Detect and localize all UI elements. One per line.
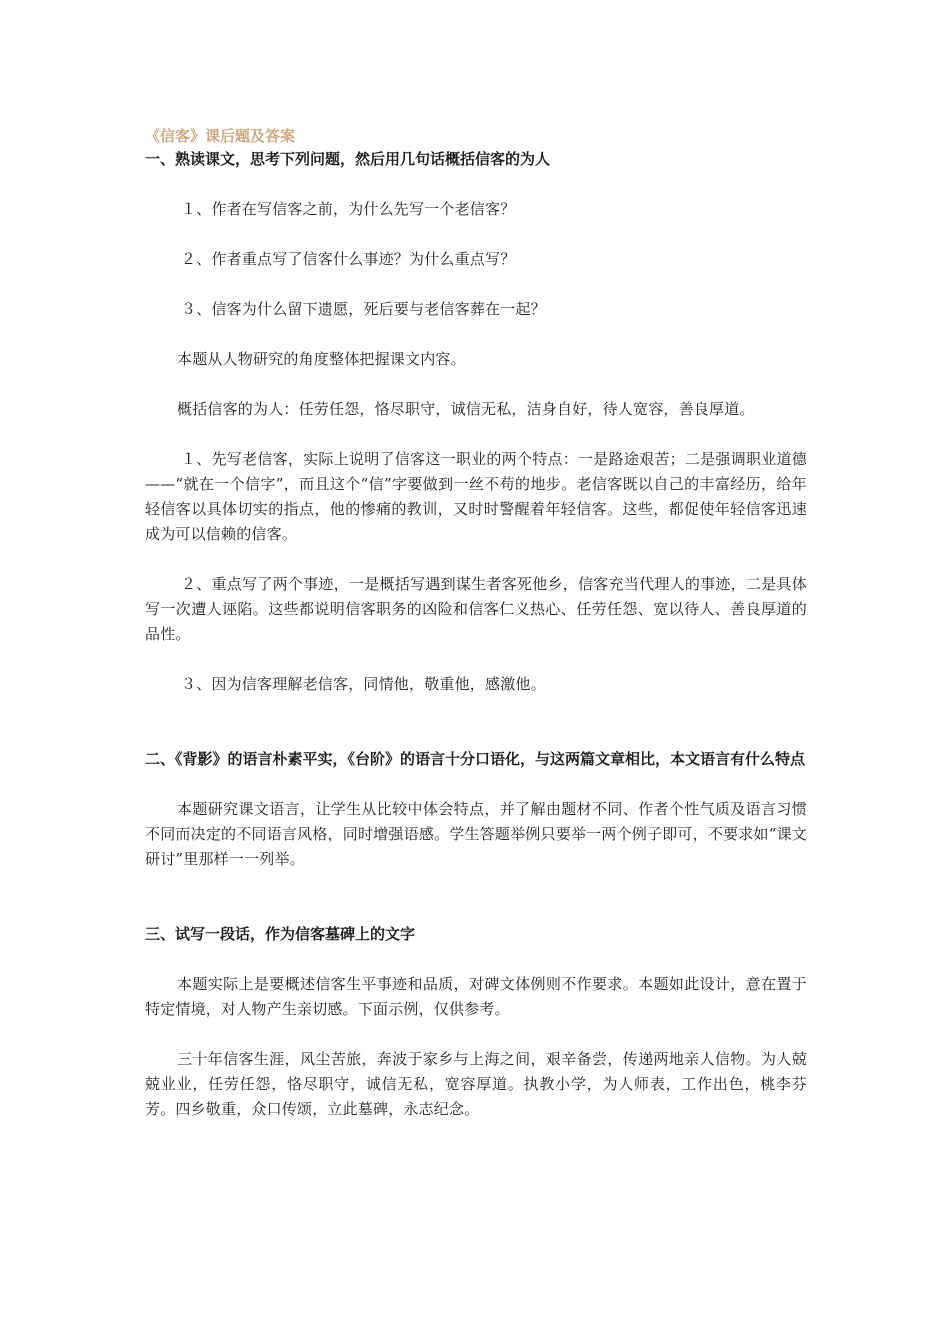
section-3-heading: 三、试写一段话，作为信客墓碑上的文字 — [145, 925, 416, 943]
question-1: １、作者在写信客之前，为什么先写一个老信客？ — [181, 200, 516, 218]
question-3: ３、信客为什么留下遗愿，死后要与老信客葬在一起？ — [181, 300, 546, 318]
document-page — [145, 126, 807, 1122]
answer-2: ２、重点写了两个事迹，一是概括写遇到谋生者客死他乡，信客充当代理人的事迹，二是具体写一次遭人诬陷。这些都说明信客职务的凶险和信客仁义热心、任劳任怨、宽以待人、善良厚道的品性。 — [145, 575, 807, 643]
epitaph-example: 三十年信客生涯，风尘苦旅，奔波于家乡与上海之间，艰辛备尝，传递两地亲人信物。为人兢兢业业，任劳任怨，恪尽职守，诚信无私，宽容厚道。执教小学，为人师表，工作出色，桃李芬芳。四乡敬重，众口传颂，立此墓碑，永志纪念。 — [145, 1050, 807, 1118]
section-1-summary: 概括信客的为人：任劳任怨，恪尽职守，诚信无私，洁身自好，待人宽容，善良厚道。 — [177, 400, 755, 418]
section-1-intro: 本题从人物研究的角度整体把握课文内容。 — [177, 350, 466, 368]
section-2-answer: 本题研究课文语言，让学生从比较中体会特点，并了解由题材不同、作者个性气质及语言习惯不同而决定的不同语言风格，同时增强语感。学生答题举例只要举一两个例子即可，不要求如“课文研讨”里那样一一列举。 — [145, 800, 807, 868]
section-2-heading: 二、《背影》的语言朴素平实，《台阶》的语言十分口语化，与这两篇文章相比，本文语言有什么特点 — [145, 750, 806, 768]
section-1-heading: 一、熟读课文，思考下列问题，然后用几句话概括信客的为人 — [145, 150, 551, 168]
question-2: ２、作者重点写了信客什么事迹？为什么重点写？ — [181, 250, 516, 268]
section-3-intro: 本题实际上是要概述信客生平事迹和品质，对碑文体例则不作要求。本题如此设计，意在置于特定情境，对人物产生亲切感。下面示例，仅供参考。 — [145, 975, 807, 1018]
answer-1: １、先写老信客，实际上说明了信客这一职业的两个特点：一是路途艰苦；二是强调职业道德——“就在一个信字”，而且这个“信”字要做到一丝不苟的地步。老信客既以自己的丰富经历，给年轻信客以具体切实的指点，他的惨痛的教训，又时时警醒着年轻信客。这些，都促使年轻信客迅速成为可以信赖的信客。 — [145, 450, 807, 543]
answer-3: ３、因为信客理解老信客，同情他，敬重他，感激他。 — [181, 675, 546, 693]
document-title: 《信客》课后题及答案 — [145, 127, 296, 145]
